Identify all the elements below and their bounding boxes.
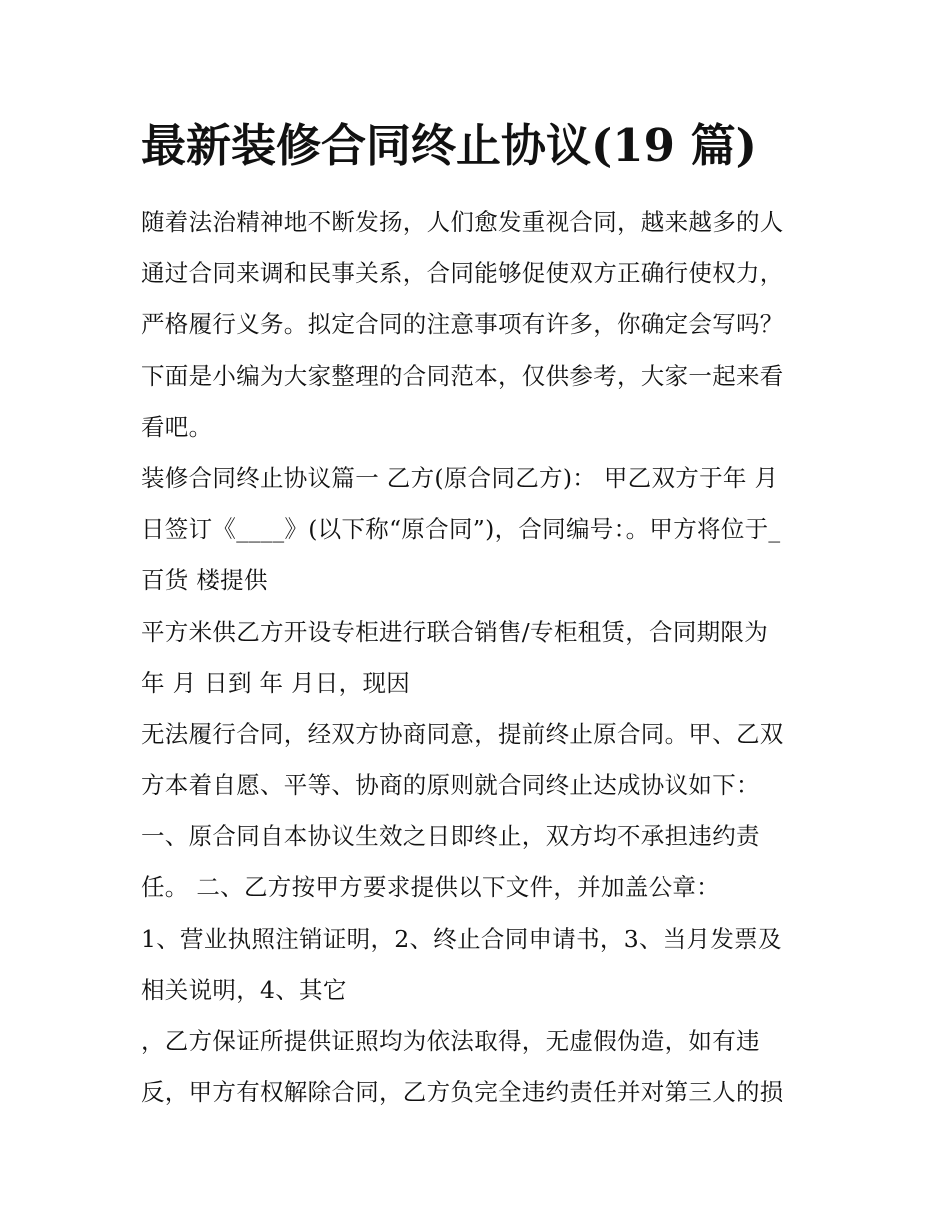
body-line: 任。 二、乙方按甲方要求提供以下文件，并加盖公章： (141, 873, 720, 902)
body-line: 装修合同终止协议篇一 乙方(原合同乙方)： 甲乙双方于年 月 (141, 463, 779, 492)
body-line: 看吧。 (141, 412, 213, 441)
document-title: 最新装修合同终止协议(19 篇) (141, 119, 757, 172)
body-line: 随着法治精神地不断发扬，人们愈发重视合同，越来越多的人 (141, 208, 784, 236)
body-line: 无法履行合同，经双方协商同意，提前终止原合同。甲、乙双 (141, 719, 784, 748)
body-line: 百货 楼提供 (141, 566, 268, 595)
body-line: 相关说明，4、其它 (141, 975, 347, 1004)
body-line: 1、营业执照注销证明，2、终止合同申请书，3、当月发票及 (141, 924, 782, 953)
body-line: ，乙方保证所提供证照均为依法取得，无虚假伪造，如有违 (141, 1027, 760, 1055)
body-line: 年 月 日到 年 月日，现因 (141, 668, 411, 697)
body-line: 日签订《____》(以下称“原合同”)，合同编号：。甲方将位于_ (141, 515, 781, 544)
body-line: 方本着自愿、平等、协商的原则就合同终止达成协议如下： (141, 771, 760, 800)
document-body (141, 197, 821, 1118)
body-line: 平方米供乙方开设专柜进行联合销售/专柜租赁，合同期限为 (141, 617, 769, 646)
body-line: 严格履行义务。拟定合同的注意事项有许多，你确定会写吗？ (141, 310, 784, 339)
body-line: 通过合同来调和民事关系，合同能够促使双方正确行使权力， (141, 259, 784, 288)
body-line: 下面是小编为大家整理的合同范本，仅供参考，大家一起来看 (141, 361, 784, 390)
body-line: 反，甲方有权解除合同，乙方负完全违约责任并对第三人的损 (141, 1078, 784, 1107)
body-line: 一、原合同自本协议生效之日即终止，双方均不承担违约责 (141, 822, 760, 851)
